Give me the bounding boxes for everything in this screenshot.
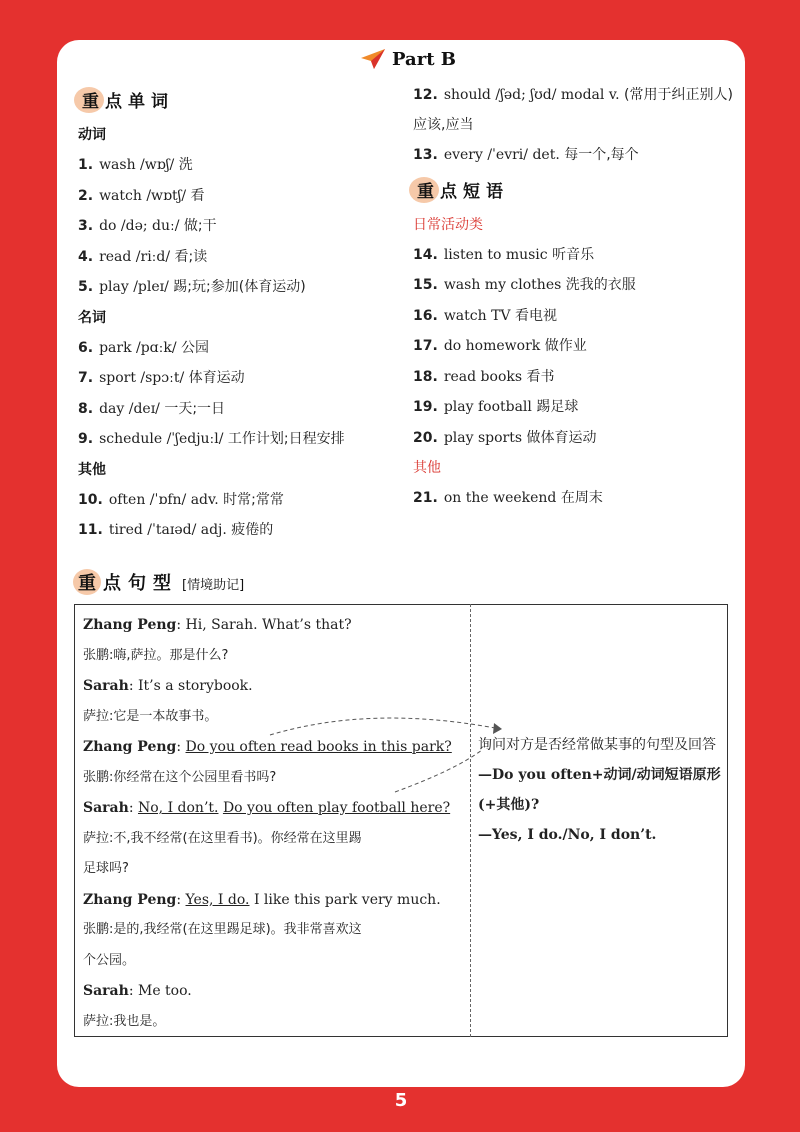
part-title-text: Part B — [392, 48, 456, 70]
note-question: —Do you often+动词/动词短语原形(+其他)? — [478, 767, 721, 813]
dialog-divider — [470, 604, 471, 1037]
list-item: 7. sport /spɔːt/ 体育运动 — [78, 370, 245, 386]
dialog-translation: 足球吗? — [83, 861, 129, 876]
list-item: 5. play /pleɪ/ 踢;玩;参加(体育运动) — [78, 279, 306, 295]
category-verbs: 动词 — [78, 127, 106, 143]
list-item: 17. do homework 做作业 — [413, 338, 587, 354]
other-list — [78, 485, 408, 546]
right-column — [413, 80, 743, 514]
list-item: 2. watch /wɒtʃ/ 看 — [78, 187, 205, 204]
patterns-heading: 重点句型 [情境助记] — [78, 569, 244, 595]
list-item: 6. park /pɑːk/ 公园 — [78, 339, 210, 356]
list-item: 16. watch TV 看电视 — [413, 307, 557, 324]
category-phrase-other: 其他 — [413, 460, 441, 476]
dialog-translation: 萨拉:不,我不经常(在这里看书)。你经常在这里踢 — [83, 830, 362, 846]
verb-list — [78, 150, 408, 303]
note-description: 询问对方是否经常做某事的句型及回答 — [478, 737, 716, 753]
category-nouns: 名词 — [78, 309, 106, 326]
list-item: 12. should /ʃəd; ʃʊd/ modal v. (常用于纠正别人)应该,应当 — [413, 87, 733, 133]
list-item: 14. listen to music 听音乐 — [413, 246, 595, 263]
vocab-heading: 重点单词 — [78, 85, 178, 114]
note-answer: —Yes, I do./No, I don’t. — [478, 827, 657, 843]
phrases-heading: 重点短语 — [413, 175, 513, 204]
dialog-translation: 张鹏:你经常在这个公园里看书吗? — [83, 769, 277, 785]
list-item: 8. day /deɪ/ 一天;一日 — [78, 400, 226, 417]
paper-plane-icon — [360, 48, 386, 70]
noun-list — [78, 333, 408, 455]
dialog-line: Sarah: No, I don’t. Do you often play football here? — [83, 800, 451, 816]
dialog-line: Zhang Peng: Do you often read books in this park? — [83, 739, 452, 755]
dialog-translation: 张鹏:嗨,萨拉。那是什么? — [83, 647, 229, 663]
list-item: 3. do /də; duː/ 做;干 — [78, 218, 217, 234]
phrase-list — [413, 240, 743, 454]
dialog-line: Zhang Peng: Yes, I do. I like this park very much. — [83, 891, 441, 908]
dialog-line: Zhang Peng: Hi, Sarah. What’s that? — [83, 617, 352, 633]
part-title — [360, 44, 456, 74]
pattern-note — [478, 730, 728, 850]
dialog-line: Sarah: It’s a storybook. — [83, 678, 253, 694]
dialog — [83, 610, 468, 1037]
list-item: 15. wash my clothes 洗我的衣服 — [413, 277, 636, 293]
vocab-column — [78, 85, 408, 546]
list-item: 19. play football 踢足球 — [413, 399, 579, 415]
list-item: 11. tired /ˈtaɪəd/ adj. 疲倦的 — [78, 522, 274, 538]
category-other: 其他 — [78, 461, 106, 478]
dialog-translation: 萨拉:它是一本故事书。 — [83, 708, 218, 724]
list-item: 18. read books 看书 — [413, 368, 555, 385]
patterns-subheading: [情境助记] — [182, 578, 245, 593]
list-item: 1. wash /wɒʃ/ 洗 — [78, 157, 193, 173]
page-number: 5 — [394, 1090, 408, 1111]
list-item: 13. every /ˈevri/ det. 每一个,每个 — [413, 147, 639, 163]
dialog-line: Sarah: Me too. — [83, 983, 192, 999]
dialog-translation: 张鹏:是的,我经常(在这里踢足球)。我非常喜欢这 — [83, 922, 362, 937]
list-item: 10. often /ˈɒfn/ adv. 时常;常常 — [78, 491, 284, 508]
dialog-translation: 萨拉:我也是。 — [83, 1013, 166, 1029]
list-item: 20. play sports 做体育运动 — [413, 429, 597, 446]
list-item: 4. read /riːd/ 看;读 — [78, 248, 208, 265]
list-item: 9. schedule /ˈʃedjuːl/ 工作计划;日程安排 — [78, 431, 345, 447]
dialog-translation: 个公园。 — [83, 952, 136, 968]
list-item: 21. on the weekend 在周末 — [413, 490, 603, 506]
category-daily: 日常活动类 — [413, 216, 483, 233]
